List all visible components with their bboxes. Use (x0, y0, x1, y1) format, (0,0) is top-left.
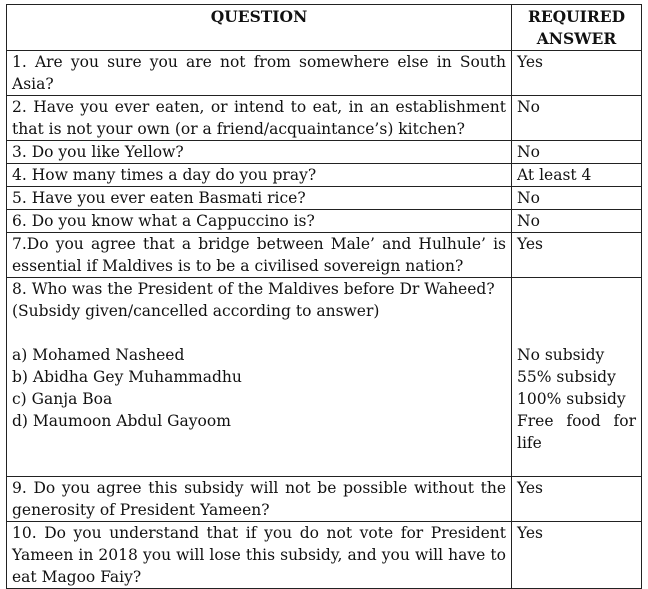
answer-cell: Yes (512, 477, 642, 522)
answer-cell: No (512, 96, 642, 141)
questionnaire-table (6, 4, 642, 589)
question-cell: 3. Do you like Yellow? (7, 141, 512, 164)
q8-option-c: c) Ganja Boa (12, 390, 113, 408)
question-cell: 2. Have you ever eaten, or intend to eat, in an establishment that is not your own (or a friend/acquaintance’s) kitchen? (7, 96, 512, 141)
table-row (7, 96, 642, 141)
question-cell: 6. Do you know what a Cappuccino is? (7, 210, 512, 233)
answer-header-line1: REQUIRED (527, 7, 626, 26)
table-row (7, 477, 642, 522)
answer-cell: At least 4 (512, 164, 642, 187)
q8-option-d: d) Maumoon Abdul Gayoom (12, 412, 231, 430)
table-row (7, 233, 642, 278)
answer-cell: Yes (512, 51, 642, 96)
answer-header (512, 5, 642, 51)
q8-answer-c: 100% subsidy (517, 390, 626, 408)
answer-cell: Yes (512, 522, 642, 589)
table-row (7, 187, 642, 210)
q8-answer-a: No subsidy (517, 346, 605, 364)
question-cell: 5. Have you ever eaten Basmati rice? (7, 187, 512, 210)
table-row (7, 522, 642, 589)
question-cell: 1. Are you sure you are not from somewhere else in South Asia? (7, 51, 512, 96)
table-row (7, 164, 642, 187)
answer-cell: No (512, 187, 642, 210)
table-row-q8 (7, 278, 642, 477)
table-row (7, 141, 642, 164)
q8-option-a: a) Mohamed Nasheed (12, 346, 185, 364)
question-cell: 10. Do you understand that if you do not vote for President Yameen in 2018 you will lose this subsidy, and you will have to eat Magoo Faiy? (7, 522, 512, 589)
answer-cell: No (512, 210, 642, 233)
header-row (7, 5, 642, 51)
question-cell: 9. Do you agree this subsidy will not be possible without the generosity of President Yameen? (7, 477, 512, 522)
question-cell: 4. How many times a day do you pray? (7, 164, 512, 187)
question-cell (7, 278, 512, 477)
q8-line1: 8. Who was the President of the Maldives before Dr Waheed? (12, 280, 495, 298)
answer-cell: No (512, 141, 642, 164)
q8-line2: (Subsidy given/cancelled according to answer) (12, 302, 380, 320)
answer-cell (512, 278, 642, 477)
answer-header-line2: ANSWER (536, 29, 617, 48)
table-row (7, 210, 642, 233)
answer-cell: Yes (512, 233, 642, 278)
q8-option-b: b) Abidha Gey Muhammadhu (12, 368, 242, 386)
table-row (7, 51, 642, 96)
question-cell: 7.Do you agree that a bridge between Male’ and Hulhule’ is essential if Maldives is to be a civilised sovereign nation? (7, 233, 512, 278)
q8-answer-b: 55% subsidy (517, 368, 616, 386)
question-header: QUESTION (7, 5, 512, 51)
q8-answer-d: Free food for life (517, 412, 636, 452)
